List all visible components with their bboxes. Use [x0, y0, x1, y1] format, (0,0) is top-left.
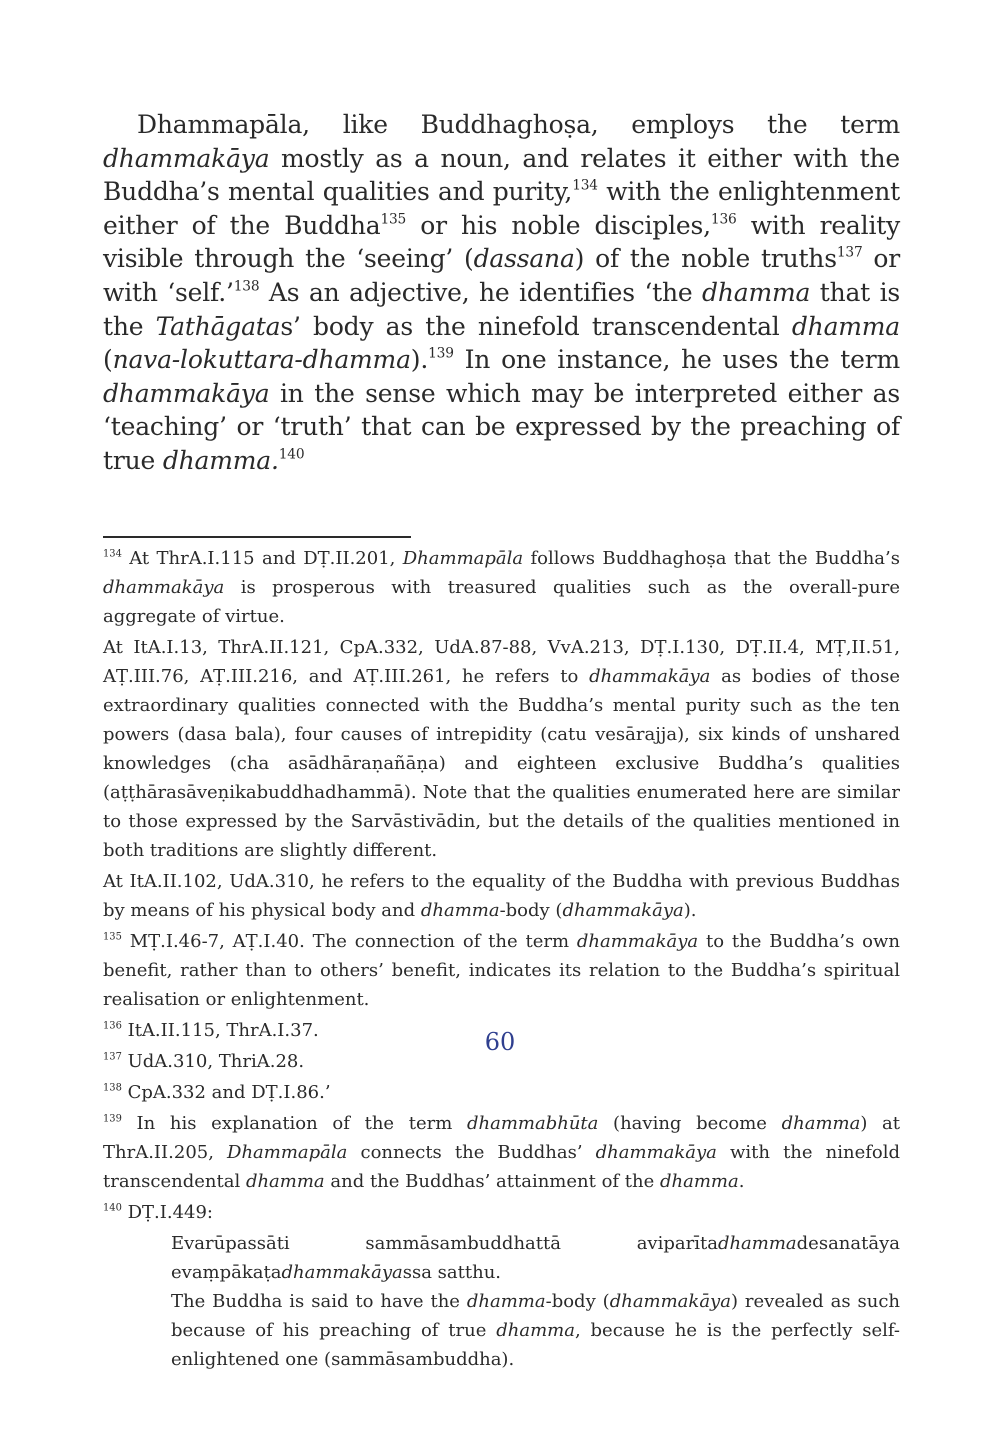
footnote-ref-139[interactable]: 139: [428, 345, 454, 362]
pali-line-1: Evarūpassāti sammāsambuddhattā aviparītadhammadesanatāya: [171, 1233, 900, 1254]
footnote-separator: [103, 536, 411, 538]
pali-quotation: [171, 1229, 900, 1374]
footnote-136: $^{136}$ ItA.II.115, ThrA.I.37.: [103, 1020, 319, 1041]
footnote-134-continued-2: At ItA.II.102, UdA.310, he refers to the equality of the Buddha with previous Buddhas by means of his physical body and dhamma-body (dhammakāya).: [103, 871, 900, 921]
footnote-137: $^{137}$ UdA.310, ThriA.28.: [103, 1051, 305, 1072]
footnote-ref-134[interactable]: 134: [572, 177, 598, 194]
footnote-140: $^{140}$ DṬ.I.449:: [103, 1202, 213, 1223]
page-number: 60: [484, 1028, 516, 1056]
main-paragraph: Dhammapāla, like Buddhaghoṣa, employs the term dhammakāya mostly as a noun, and relates it either with the Buddha’s mental qualities and purity,$^{134}$ with the enlightenment either of the Buddha$^{135}$ or his noble disciples,$^{136}$ with reality visible through the ‘seeing’ (dassana) of the noble truths$^{137}$ or with ‘self.’$^{138}$ As an adjective, he identifies ‘the dhamma that is the Tathāgatas’ body as the ninefold transcendental dhamma (nava-lokuttara-dhamma).$^{139}$ In one instance, he uses the term dhammakāya in the sense which may be interpreted either as ‘teaching’ or ‘truth’ that can be expressed by the preaching of true dhamma.$^{140}$: [103, 110, 901, 475]
footnote-ref-140[interactable]: 140: [278, 446, 305, 463]
footnote-138: $^{138}$ CpA.332 and DṬ.I.86.’: [103, 1082, 331, 1103]
footnote-ref-136[interactable]: 136: [710, 211, 737, 228]
footnotes: [103, 544, 900, 1374]
footnote-ref-138[interactable]: 138: [233, 278, 260, 295]
footnote-139: $^{139}$ In his explanation of the term dhammabhūta (having become dhamma) at ThrA.II.205, Dhammapāla connects the Buddhas’ dhammakāya with the ninefold transcendental dhamma and the Buddhas’ attainment of the dhamma.: [103, 1113, 900, 1192]
footnote-134-continued: At ItA.I.13, ThrA.II.121, CpA.332, UdA.87-88, VvA.213, DṬ.I.130, DṬ.II.4, MṬ,II.51, AṬ.III.76, AṬ.III.216, and AṬ.III.261, he refers to dhammakāya as bodies of those extraordinary qualities connected with the Buddha’s mental purity such as the ten powers (dasa bala), four causes of intrepidity (catu vesārajja), six kinds of unshared knowledges (cha asādhāraṇañāṇa) and eighteen exclusive Buddha’s qualities (aṭṭhārasāveṇikabuddhadhammā). Note that the qualities enumerated here are similar to those expressed by the Sarvāstivādin, but the details of the qualities mentioned in both traditions are slightly different.: [103, 637, 901, 861]
translation: The Buddha is said to have the dhamma-body (dhammakāya) revealed as such because of his preaching of true dhamma, because he is the perfectly self-enlightened one (sammāsambuddha).: [171, 1291, 901, 1370]
footnote-134: $^{134}$ At ThrA.I.115 and DṬ.II.201, Dhammapāla follows Buddhaghoṣa that the Buddha’s dhammakāya is prosperous with treasured qualities such as the overall-pure aggregate of virtue.: [103, 548, 900, 627]
footnote-ref-137[interactable]: 137: [836, 245, 863, 262]
pali-line-2: evaṃpākaṭadhammakāyassa satthu.: [171, 1262, 502, 1283]
footnote-135: $^{135}$ MṬ.I.46-7, AṬ.I.40. The connection of the term dhammakāya to the Buddha’s own benefit, rather than to others’ benefit, indicates its relation to the Buddha’s spiritual realisation or enlightenment.: [103, 931, 901, 1010]
footnote-ref-135[interactable]: 135: [380, 211, 407, 228]
